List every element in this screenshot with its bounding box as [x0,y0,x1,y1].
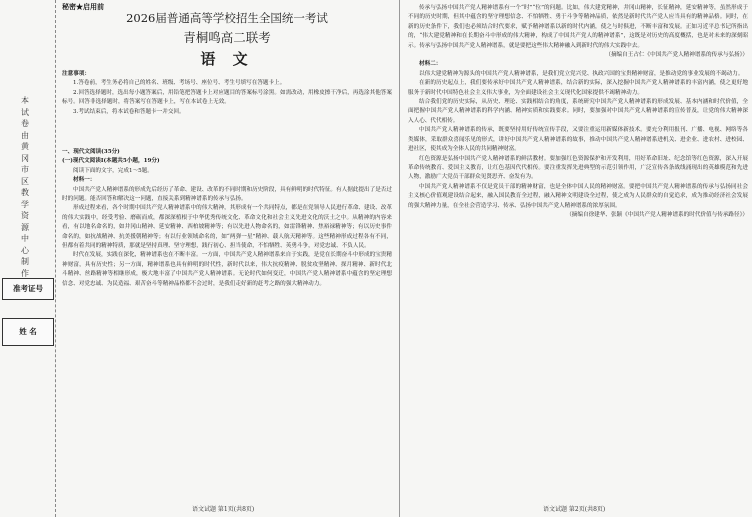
paragraph: 结合我们党的历史实际，从历史、理论、实践相结合的角度，系统研究中国共产党人精神谱系的形成发展、基本内涵和时代价值，全面把握中国共产党人精神谱系的科学内涵、精神实质和实践要求。同时，要加强对中国共产党人精神谱系的宣传普及，让党的伟大精神深入人心、代代相传。 [408,99,748,124]
page-footer: 语文试题 第2页(共8页) [543,506,606,513]
source-note: （摘编自王占仁《中国共产党人精神谱系的传承与弘扬》） [605,52,748,59]
secret-tag: 秘密★启用前 [62,2,104,11]
name-label: 姓 名 [2,318,54,346]
exam-subtitle: 青桐鸣高二联考 [183,30,271,45]
page-divider [399,0,400,517]
section-heading: 一、现代文阅读(35分) [62,149,120,155]
paragraph: 红色资源是弘扬中国共产党人精神谱系的鲜活教材。要加强红色资源保护和开发利用，用好革命旧址、纪念馆等红色资源，深入开展革命传统教育、爱国主义教育，让红色基因代代相传。要注重发挥先进典型的示范引领作用，广泛宣传各条战线涌现出的英雄模范和先进人物，激励广大党员干部群众见贤思齐、奋发有为。 [408,155,748,181]
right-page [408,0,748,517]
instruction: 阅读下面的文字，完成1～5题。 [73,167,153,174]
notice-item: 2.回答选择题时，选出每小题答案后，用铅笔把答题卡上对应题目的答案标号涂黑。如需改动，用橡皮擦干净后，再选涂其他答案标号。回答非选择题时，将答案写在答题卡上，写在本试卷上无效。 [62,89,392,106]
material-one-label: 材料一： [73,177,96,184]
subsection-heading: (一)现代文阅读Ⅰ(本题共5小题，19分) [62,158,160,165]
paragraph: 中国共产党人精神谱系的形成先后经历了革命、建设、改革的不同时期和历史阶段，具有鲜明的时代特征。有人据此提出了是否过时的问题。能否回答和解决这一问题，直接关系到精神谱系的传承与弘扬。 [62,186,392,203]
paragraph: 时代在发展，实践在深化，精神谱系也在不断丰富。一方面，中国共产党人精神谱系来自于实践，是党在长期奋斗中形成的宝贵精神财富，具有历史性；另一方面，精神谱系也具有鲜明的时代性，新时代以来，伟大抗疫精神、脱贫攻坚精神、探月精神、新时代北斗精神、丝路精神等相继形成，极大地丰富了中国共产党人精神谱系。无论时代如何变迁，中国共产党人精神谱系中蕴含的坚定理想信念、对党忠诚、为民造福、艰苦奋斗等精神品格都不会过时，是我们走好新的赶考之路的强大精神动力。 [62,252,392,287]
page-footer: 语文试题 第1页(共8页) [192,506,255,513]
subject-title: 语 文 [200,50,254,68]
paragraph: 中国共产党人精神谱系的传承，既要坚持用好传统宣传手段，又要注重运用新媒体新技术。要充分利用报刊、广播、电视、网络等各类媒体，采取群众喜闻乐见的形式，讲好中国共产党人精神谱系的故事，推动中国共产党人精神谱系进机关、进企业、进农村、进校园、进社区，使其成为全体人民的共同精神财富。 [408,127,748,153]
paragraph: 以伟大建党精神为源头的中国共产党人精神谱系，是我们党立党兴党、执政兴国的宝贵精神财富，是推动党的事业发展的不竭动力。 [419,70,744,77]
right-text [408,4,748,220]
paragraph: 形成过程来看，各个时期中国共产党人精神谱系中的伟大精神，其形成有一个共同特点，都是在党领导人民进行革命、建设、改革的伟大实践中，经受考验、磨砺而成，都深深植根于中华优秀传统文化、革命文化和社会主义先进文化的沃土之中。从精神的内容来看，有以地名命名的，如井冈山精神、延安精神、西柏坡精神等；有以先进人物命名的，如雷锋精神、焦裕禄精神等；有以历史事件命名的，如抗战精神、抗美援朝精神等；有以行业领域命名的，如“两弹一星”精神、载人航天精神等。这些精神形成过程各有不同，但都有着共同的精神特质，那就是坚持真理、坚守理想，践行初心、担当使命，不怕牺牲、英勇斗争，对党忠诚、不负人民。 [62,205,392,250]
notice-item: 3.考试结束后，将本试卷和答题卡一并交回。 [73,108,185,115]
left-page [62,0,392,517]
paragraph: 中国共产党人精神谱系不仅是党员干部的精神财富，也是全体中国人民的精神财富。要把中国共产党人精神谱系的传承与弘扬同社会主义核心价值观建设结合起来，融入国民教育全过程，融入精神文明建设全过程，使之成为人民群众的自觉追求，成为推动经济社会发展的强大精神力量，在全社会营造学习、传承、弘扬中国共产党人精神谱系的浓厚氛围。 [408,183,748,209]
exam-title: 2026届普通高等学校招生全国统一考试 [126,11,328,25]
binding-notice: 本试卷由黄冈市区教学资源中心制作 [21,96,29,278]
paragraph: 传承与弘扬中国共产党人精神谱系有一个“时”“位”的问题。比如，伟大建党精神，井冈山精神，长征精神，延安精神等，虽然形成于不同的历史时期，但其中蕴含的坚守理想信念、不怕牺牲、勇于斗争等精神品质，依然是新时代共产党人应当具有的精神品格。同时，在新的历史条件下，我们也必须结合时代要求，赋予精神谱系以新的时代内涵，使之与时俱进，不断丰富和发展。正如习近平总书记所指出的，“伟大建党精神和在长期奋斗中形成的伟大精神，构成了中国共产党人的精神谱系”，这既是对历史的高度概括，也是对未来的深刻昭示。传承与弘扬中国共产党人精神谱系，就是要把这些伟大精神融入到新时代的伟大实践中去。 [408,5,748,49]
binding-line [55,0,56,517]
material-two-label: 材料二： [419,61,442,68]
paragraph: 在新的历史起点上，我们要传承好中国共产党人精神谱系，结合新的实际，深入挖掘中国共产党人精神谱系的丰富内涵，使之更好地服务于新时代中国特色社会主义伟大事业，为全面建设社会主义现代化国家提供不竭精神动力。 [408,80,748,96]
notice-item: 1.答卷前，考生务必将自己的姓名、班级、考场号、座位号、考生号填写在答题卡上。 [73,80,286,87]
binding-margin [0,0,55,517]
ticket-number-label: 准考证号 [2,278,54,300]
reading-section [62,148,392,289]
source-note: （摘编自徐建华、张颖《中国共产党人精神谱系的时代价值与传承路径》） [566,211,748,218]
notice-block [62,70,392,117]
notice-heading: 注意事项： [62,71,90,77]
